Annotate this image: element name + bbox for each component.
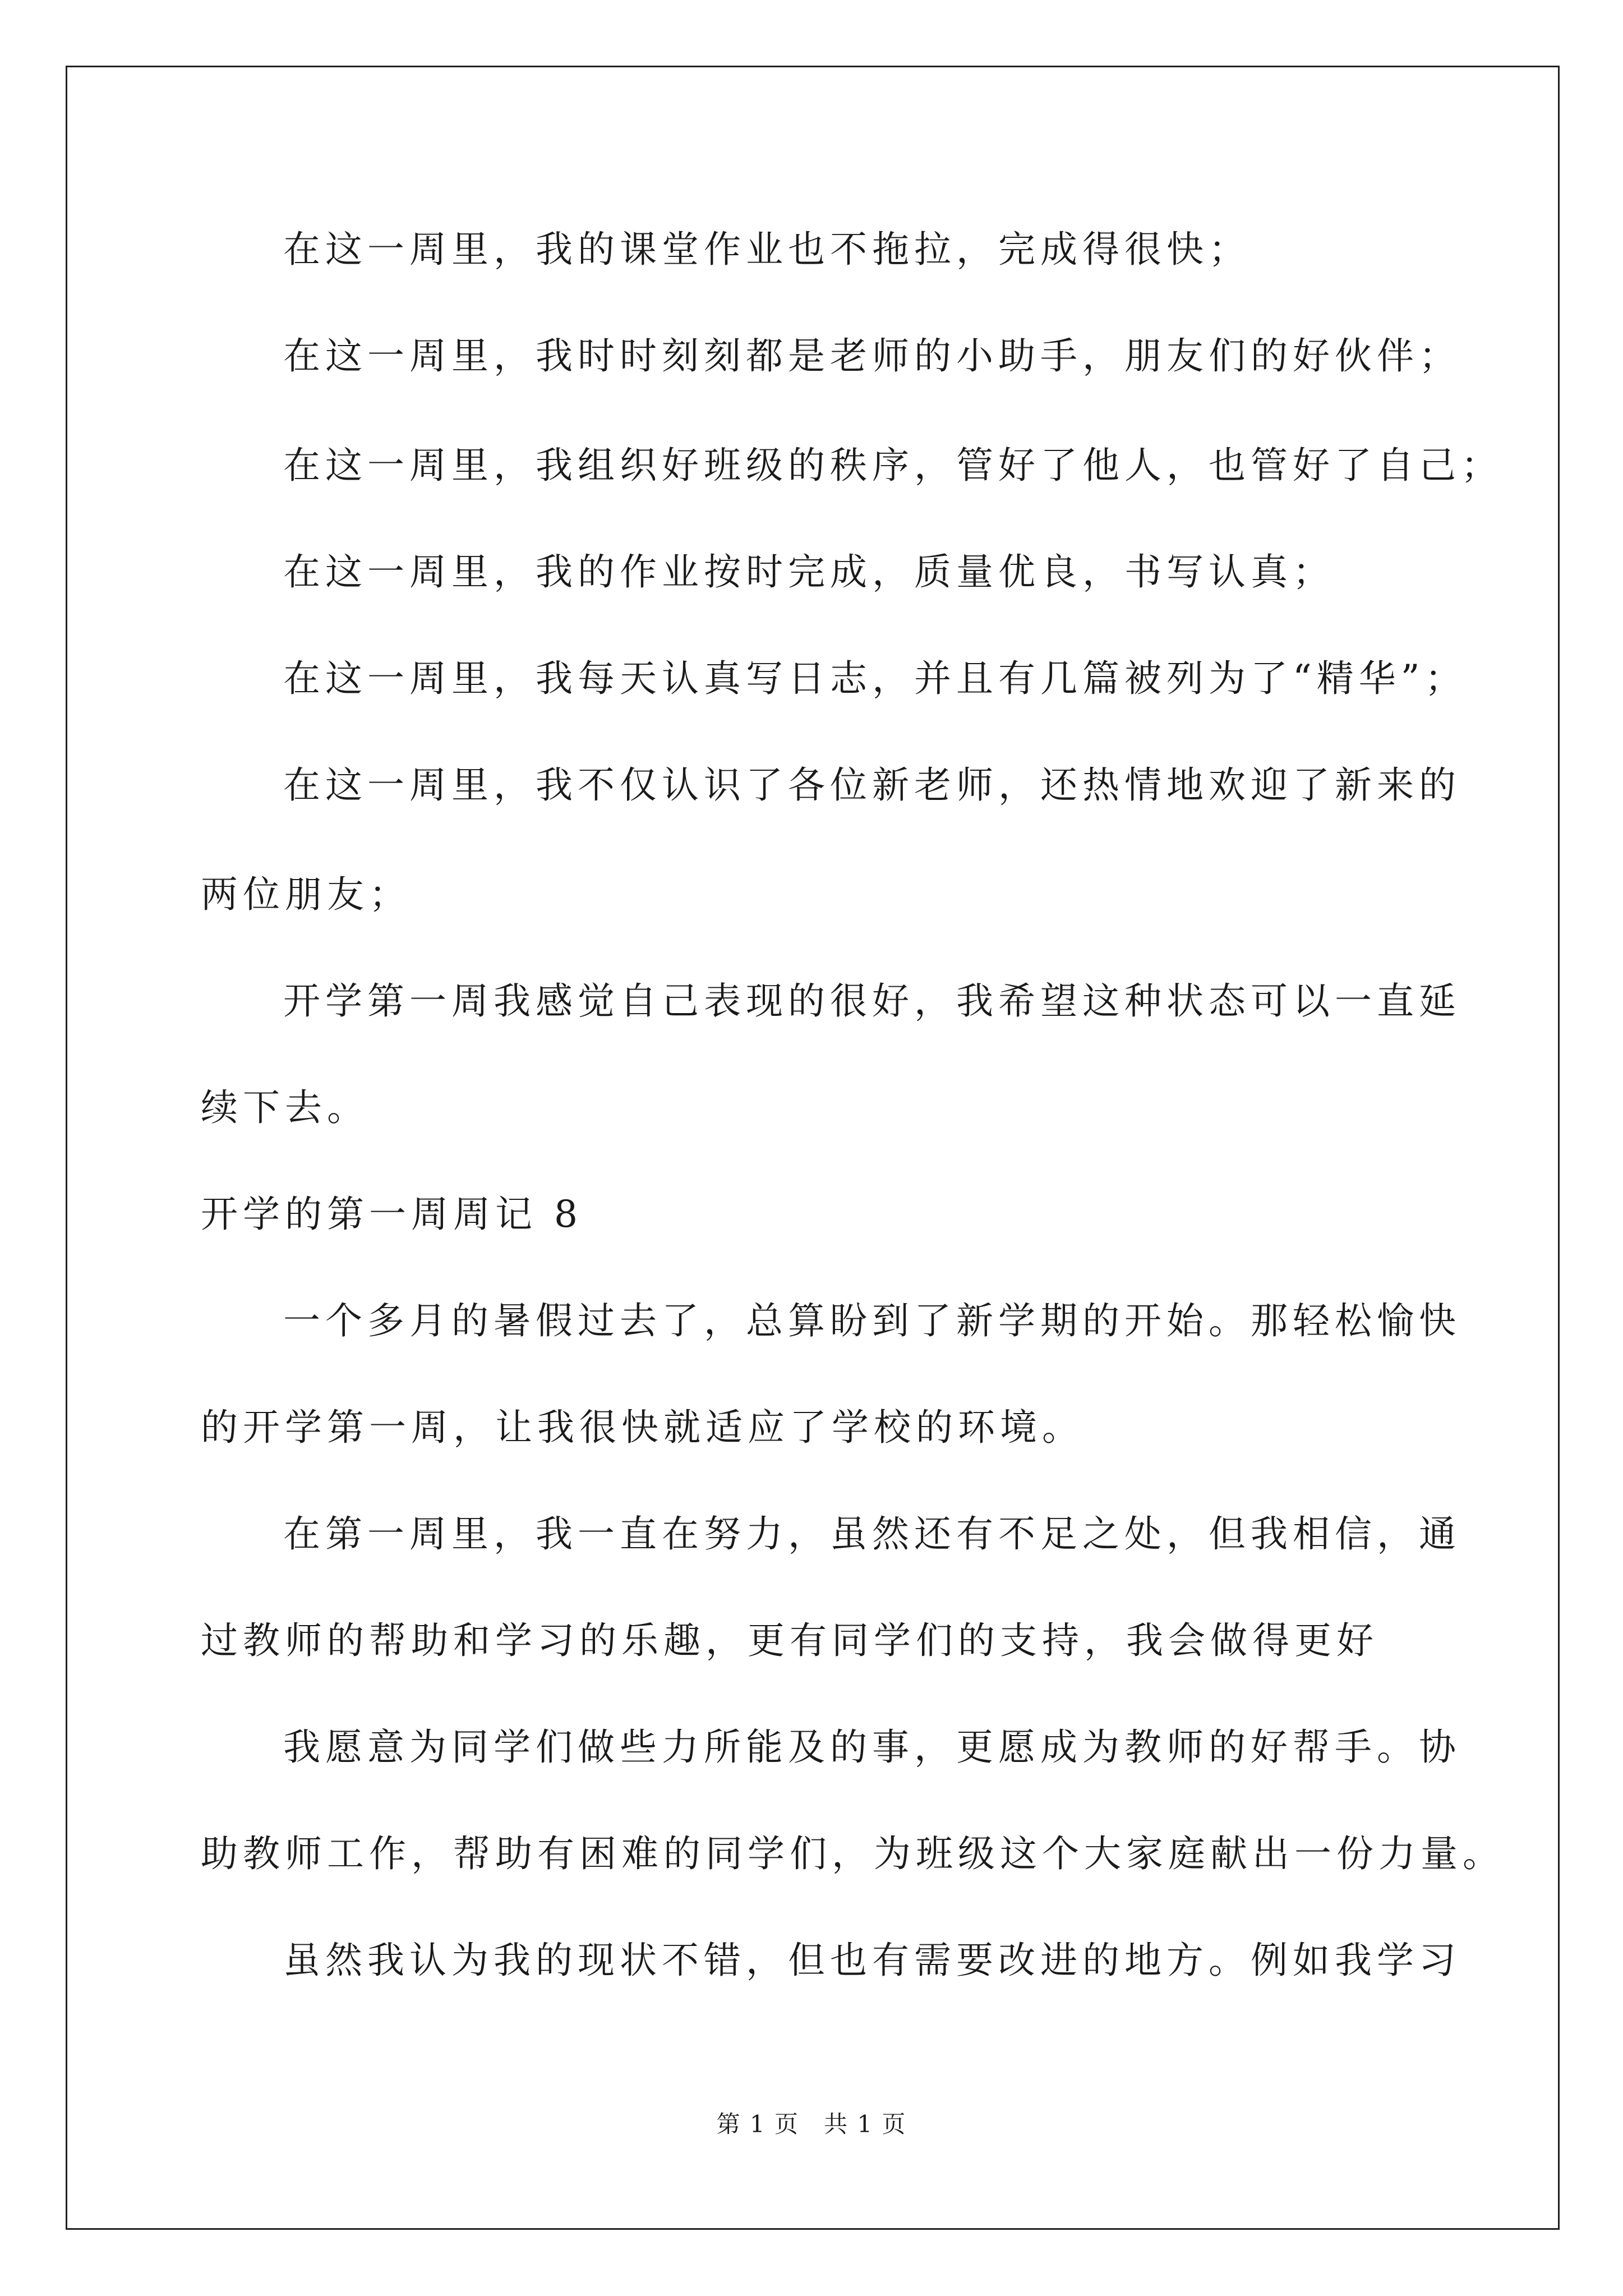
page-border xyxy=(66,66,1560,2230)
paragraph-line-7: 两位朋友； xyxy=(201,873,411,916)
paragraph-line-15: 助教师工作，帮助有困难的同学们，为班级这个大家庭献出一份力量。 xyxy=(201,1832,1505,1875)
paragraph-line-2: 在这一周里，我时时刻刻都是老师的小助手，朋友们的好伙伴； xyxy=(283,334,1461,378)
paragraph-line-8: 开学第一周我感觉自己表现的很好，我希望这种状态可以一直延 xyxy=(283,979,1461,1023)
paragraph-line-1: 在这一周里，我的课堂作业也不拖拉，完成得很快； xyxy=(283,228,1251,271)
paragraph-line-10: 一个多月的暑假过去了，总算盼到了新学期的开始。那轻松愉快 xyxy=(283,1299,1461,1342)
section-heading: 开学的第一周周记 8 xyxy=(201,1193,583,1236)
paragraph-line-16: 虽然我认为我的现状不错，但也有需要改进的地方。例如我学习 xyxy=(283,1939,1461,1982)
paragraph-line-6: 在这一周里，我不仅认识了各位新老师，还热情地欢迎了新来的 xyxy=(283,763,1461,807)
paragraph-line-11: 的开学第一周，让我很快就适应了学校的环境。 xyxy=(201,1406,1084,1449)
paragraph-line-4: 在这一周里，我的作业按时完成，质量优良，书写认真； xyxy=(283,550,1335,593)
paragraph-line-9: 续下去。 xyxy=(201,1086,369,1129)
page-number-footer: 第 1 页 共 1 页 xyxy=(716,2110,907,2138)
paragraph-line-13: 过教师的帮助和学习的乐趣，更有同学们的支持，我会做得更好 xyxy=(201,1619,1378,1662)
paragraph-line-5: 在这一周里，我每天认真写日志，并且有几篇被列为了“精华”； xyxy=(283,657,1467,700)
paragraph-line-12: 在第一周里，我一直在努力，虽然还有不足之处，但我相信，通 xyxy=(283,1512,1461,1556)
paragraph-line-14: 我愿意为同学们做些力所能及的事，更愿成为教师的好帮手。协 xyxy=(283,1726,1461,1769)
paragraph-line-3: 在这一周里，我组织好班级的秩序，管好了他人，也管好了自己； xyxy=(283,444,1503,487)
